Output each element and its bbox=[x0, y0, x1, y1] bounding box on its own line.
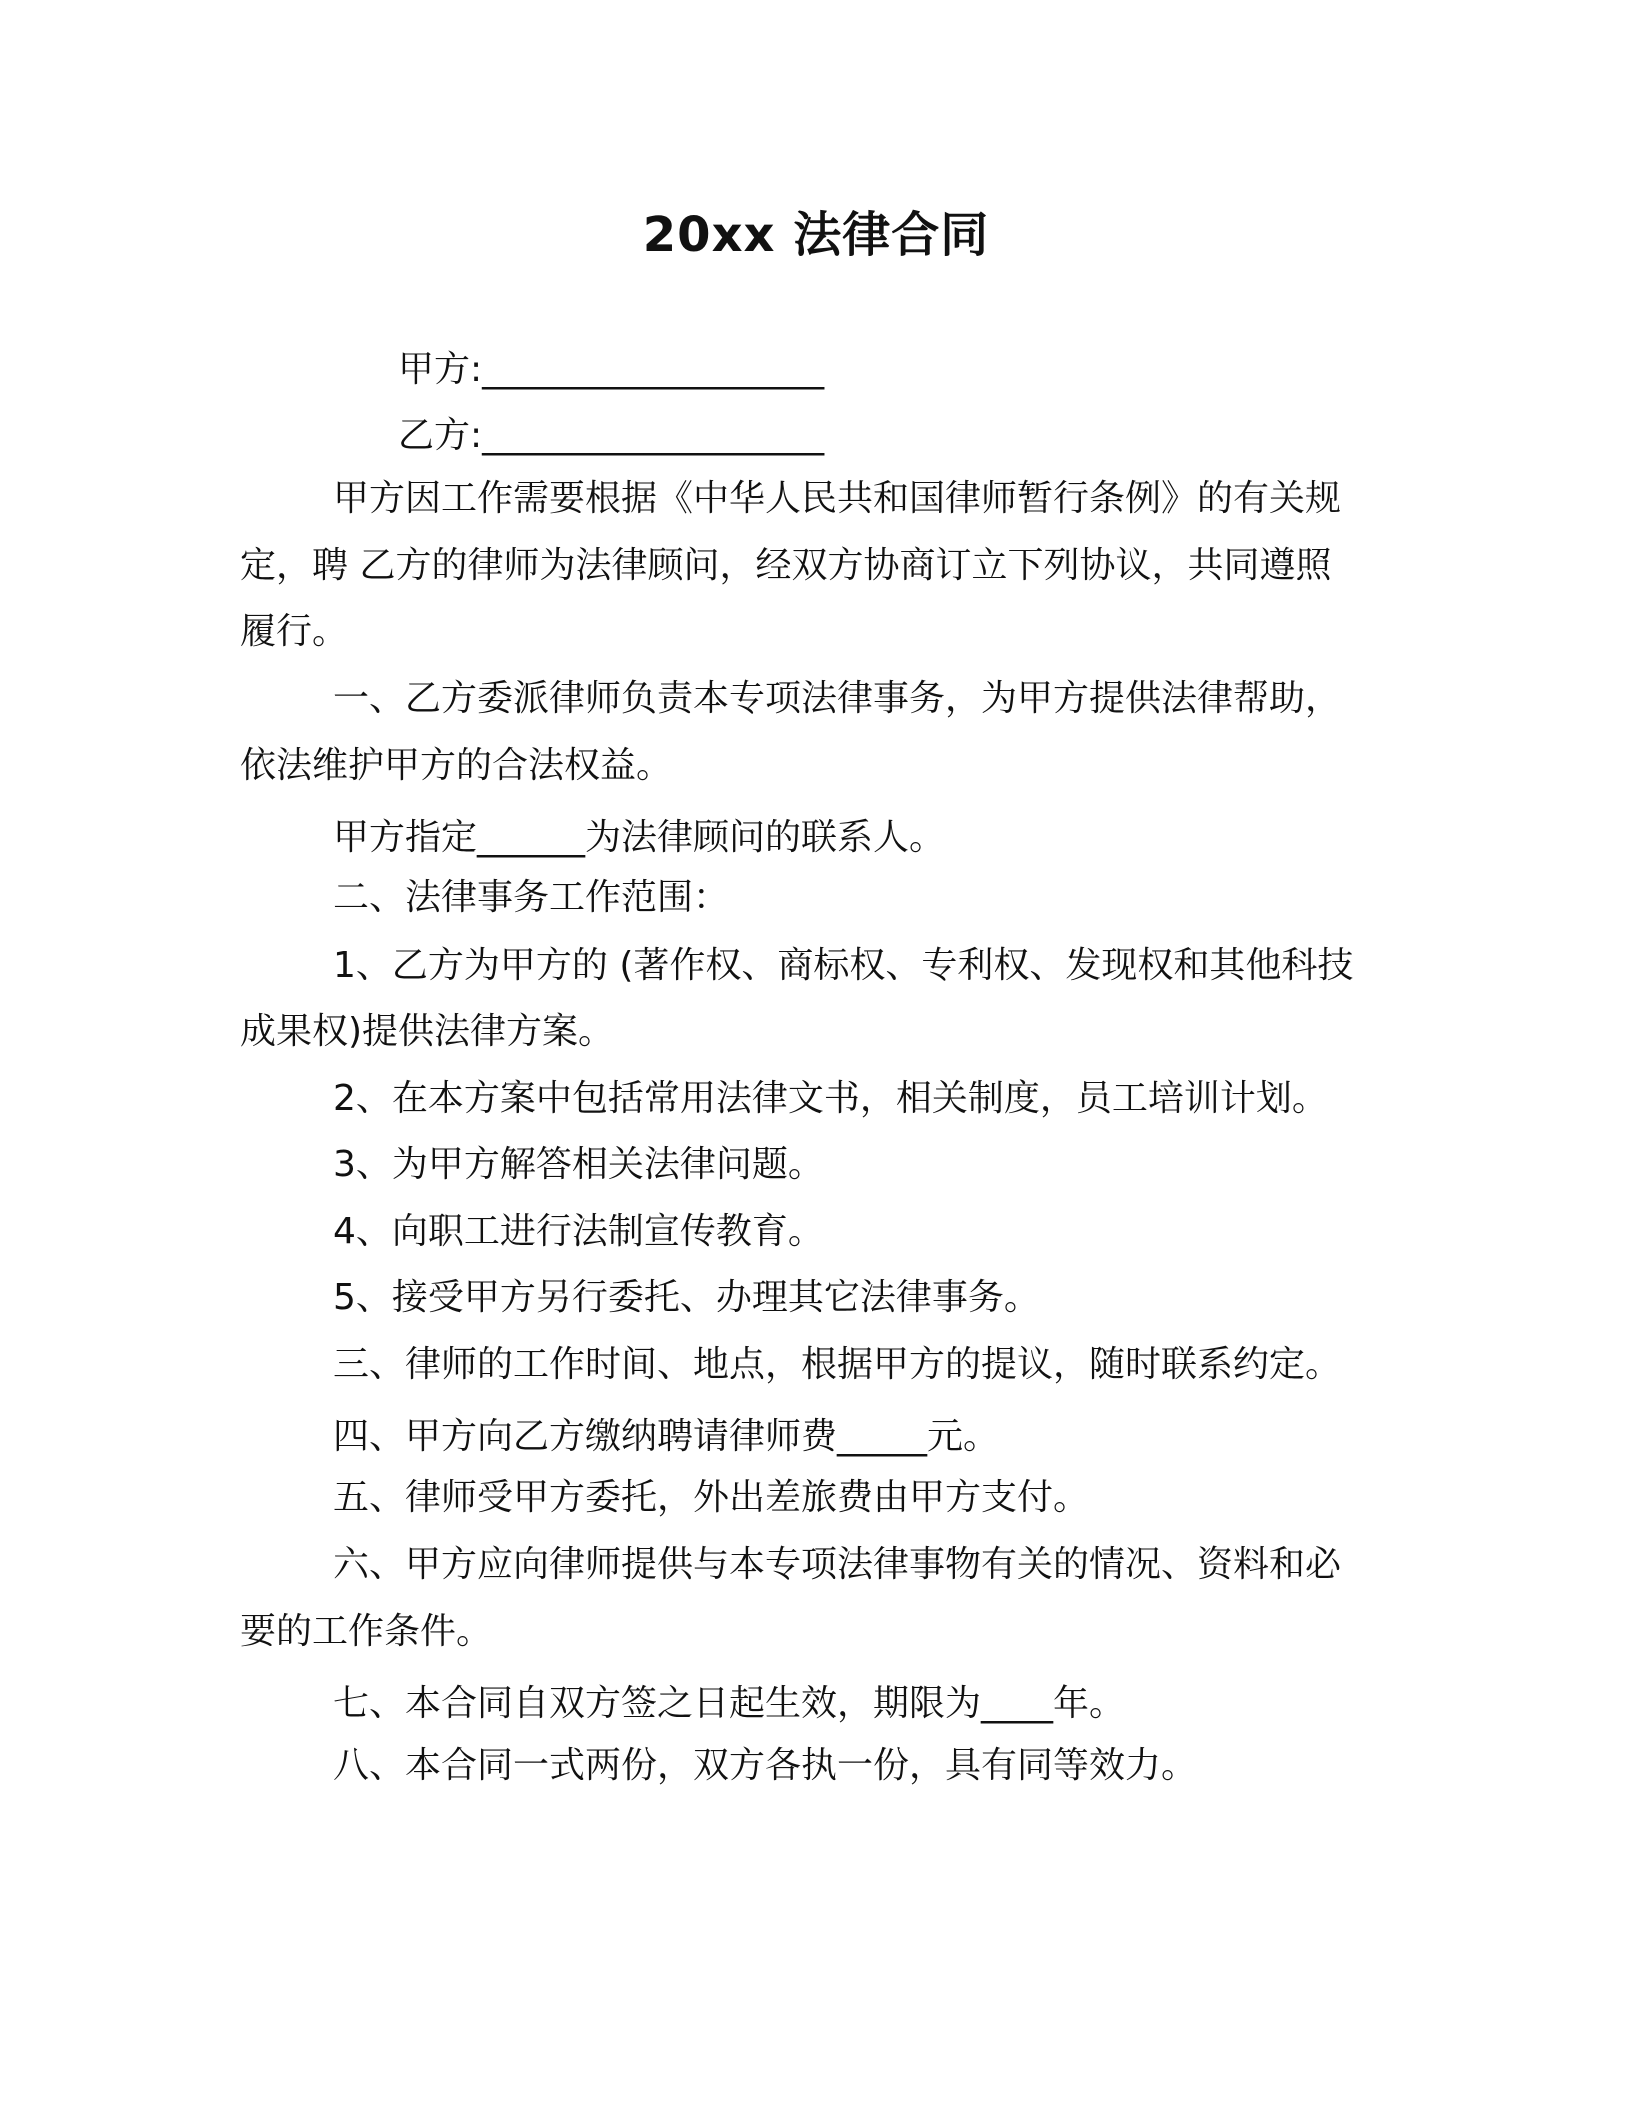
party-b-field: 乙方:___________________ bbox=[398, 415, 825, 456]
scope-item-2: 2、在本方案中包括常用法律文书，相关制度，员工培训计划。 bbox=[333, 1078, 1328, 1119]
scope-item-1-line-1: 1、乙方为甲方的 (著作权、商标权、专利权、发现权和其他科技 bbox=[333, 945, 1354, 986]
scope-item-4: 4、向职工进行法制宣传教育。 bbox=[333, 1211, 824, 1252]
clause-6-line-2: 要的工作条件。 bbox=[240, 1611, 493, 1652]
contact-person-line: 甲方指定______为法律顾问的联系人。 bbox=[333, 817, 946, 858]
clause-4: 四、甲方向乙方缴纳聘请律师费_____元。 bbox=[333, 1416, 1000, 1457]
clause-1-line-2: 依法维护甲方的合法权益。 bbox=[240, 745, 673, 786]
preamble-line-2: 定，聘 乙方的律师为法律顾问，经双方协商订立下列协议，共同遵照 bbox=[240, 545, 1332, 586]
preamble-line-3: 履行。 bbox=[240, 611, 349, 652]
document-title: 20xx 法律合同 bbox=[642, 207, 990, 263]
clause-6-line-1: 六、甲方应向律师提供与本专项法律事物有关的情况、资料和必 bbox=[333, 1544, 1342, 1585]
party-a-field: 甲方:___________________ bbox=[398, 349, 825, 390]
clause-2-heading: 二、法律事务工作范围： bbox=[333, 877, 730, 918]
scope-item-3: 3、为甲方解答相关法律问题。 bbox=[333, 1144, 824, 1185]
clause-8: 八、本合同一式两份，双方各执一份，具有同等效力。 bbox=[333, 1745, 1198, 1786]
scope-item-1-line-2: 成果权)提供法律方案。 bbox=[240, 1011, 615, 1052]
scope-item-5: 5、接受甲方另行委托、办理其它法律事务。 bbox=[333, 1277, 1040, 1318]
clause-5: 五、律师受甲方委托，外出差旅费由甲方支付。 bbox=[333, 1477, 1090, 1518]
preamble-line-1: 甲方因工作需要根据《中华人民共和国律师暂行条例》的有关规 bbox=[333, 478, 1342, 519]
clause-3: 三、律师的工作时间、地点，根据甲方的提议，随时联系约定。 bbox=[333, 1344, 1342, 1385]
clause-1-line-1: 一、乙方委派律师负责本专项法律事务，为甲方提供法律帮助， bbox=[333, 678, 1342, 719]
clause-7: 七、本合同自双方签之日起生效，期限为____年。 bbox=[333, 1683, 1126, 1724]
